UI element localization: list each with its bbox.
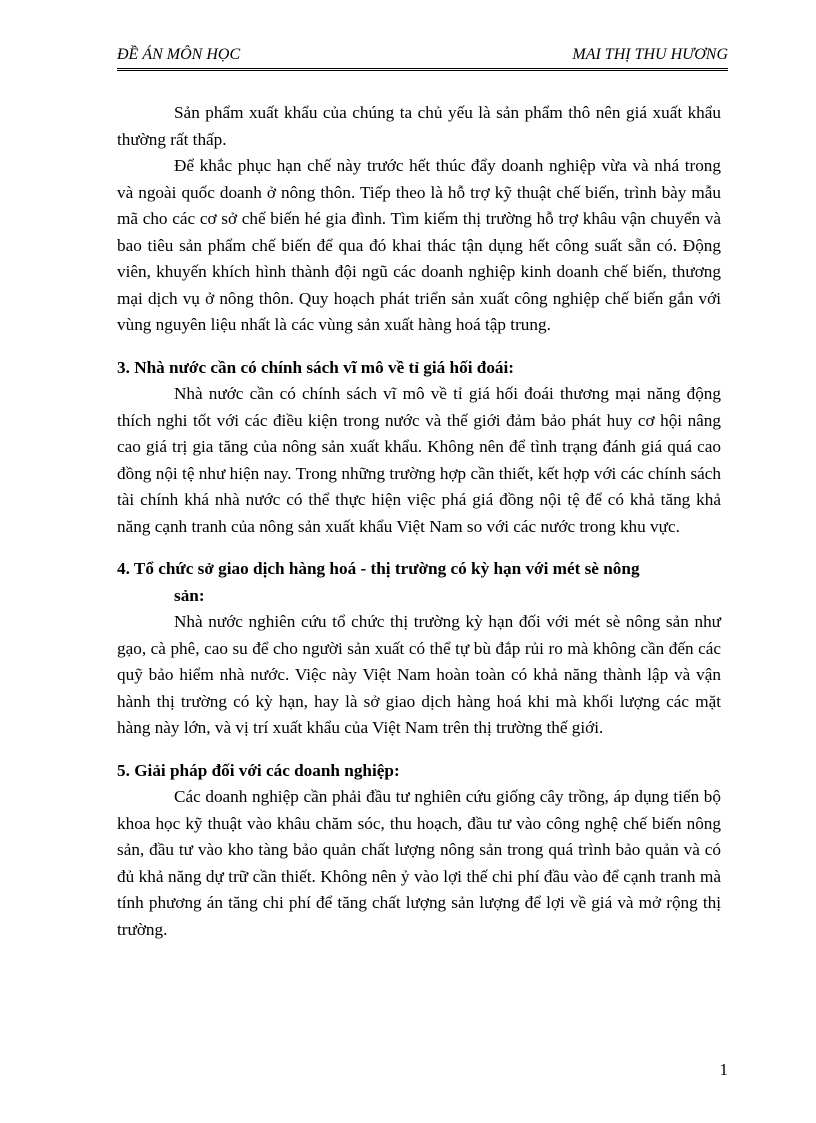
- section-5-body: Các doanh nghiệp cần phải đầu tư nghiên cứu giống cây trồng, áp dụng tiến bộ khoa học kỹ thuật vào khâu chăm sóc, thu hoạch, đầu tư vào công nghệ chế biến nông sản, đầu tư vào kho tàng bảo quản chất lượng nông sản trong quá trình bảo quản và có đủ khả năng dự trữ cần thiết. Không nên ỷ vào lợi thế chi phí đầu vào để cạnh tranh mà tính phương án tăng chi phí để tăng chất lượng sản lượng để lợi về giá và mở rộng thị trường.: [117, 787, 721, 939]
- header-author: MAI THỊ THU HƯƠNG: [572, 46, 728, 63]
- section-4-body: Nhà nước nghiên cứu tổ chức thị trường kỳ hạn đối với mét sè nông sản như gạo, cà phê, cao su để cho người sản xuất có thể tự bù đắp rủi ro mà không cần đến các quỹ bảo hiểm nhà nước. Việc này Việt Nam hoàn toàn có khả năng thành lập và vận hành thị trường có kỳ hạn, hay là sở giao dịch hàng hoá khi mà khối lượng các mặt hàng này lớn, và vị trí xuất khẩu của Việt Nam trên thị trường thế giới.: [117, 612, 721, 737]
- section-3-heading: 3. Nhà nước cần có chính sách vĩ mô về tỉ giá hối đoái:: [117, 357, 515, 377]
- section-4-heading-line2: sản:: [174, 585, 205, 605]
- section-5-heading: 5. Giải pháp đối với các doanh nghiệp:: [117, 760, 400, 780]
- section-4-heading-line1: 4. Tổ chức sở giao dịch hàng hoá - thị trường có kỳ hạn với mét sè nông: [117, 559, 640, 578]
- paragraph-solution: Để khắc phục hạn chế này trước hết thúc đẩy doanh nghiệp vừa và nhá trong và ngoài quốc doanh ở nông thôn. Tiếp theo là hỗ trợ kỹ thuật chế biến, trình bày mẫu mã cho các cơ sở chế biến hé gia đình. Tìm kiếm thị trường hỗ trợ khâu vận chuyển và bao tiêu sản phẩm chế biến để qua đó khai thác tận dụng hết công suất sẵn có. Động viên, khuyến khích hình thành đội ngũ các doanh nghiệp kinh doanh chế biến, thương mại dịch vụ ở nông thôn. Quy hoạch phát triển sản xuất công nghiệp chế biến gắn với vùng nguyên liệu nhất là các vùng sản xuất hàng hoá tập trung.: [117, 156, 721, 334]
- section-4-heading: [117, 556, 721, 609]
- header-document-type: ĐỀ ÁN MÔN HỌC: [117, 46, 241, 63]
- page-header: [117, 46, 728, 71]
- section-3-body: Nhà nước cần có chính sách vĩ mô về tỉ giá hối đoái thương mại năng động thích nghi tốt với các điều kiện trong nước và thế giới đảm bảo phát huy cơ hội nâng cao giá trị gia tăng của nông sản xuất khẩu. Không nên để tình trạng đánh giá quá cao đồng nội tệ như hiện nay. Trong những trường hợp cần thiết, kết hợp với các chính sách tài chính khá nhà nước có thể thực hiện việc phá giá đồng nội tệ để có khả tăng khả năng cạnh tranh của nông sản xuất khẩu Việt Nam so với các nước trong khu vực.: [117, 384, 721, 536]
- page-number: 1: [719, 1060, 728, 1079]
- document-body: [117, 100, 721, 943]
- paragraph-intro: Sản phẩm xuất khẩu của chúng ta chủ yếu là sản phẩm thô nên giá xuất khẩu thường rất thấp.: [117, 103, 721, 149]
